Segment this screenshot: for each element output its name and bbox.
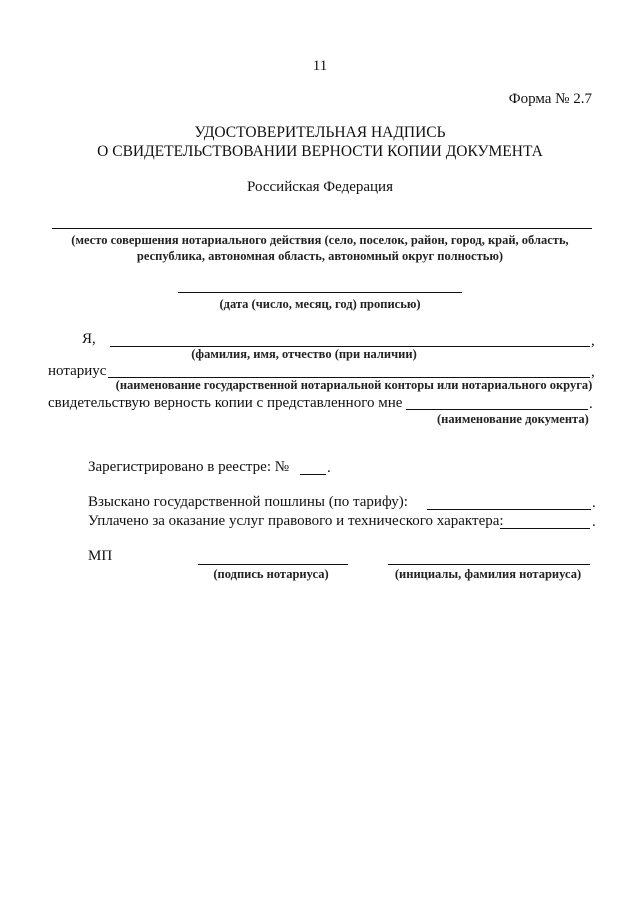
name-caption: (инициалы, фамилия нотариуса) xyxy=(394,567,582,581)
paid-label: Уплачено за оказание услуг правового и технического характера: xyxy=(88,513,504,529)
paid-line xyxy=(500,528,590,529)
place-caption-1: (место совершения нотариального действия (село, поселок, район, город, край, область, xyxy=(71,233,569,247)
country: Российская Федерация xyxy=(247,179,393,195)
doc-line xyxy=(406,409,588,410)
page-number: 11 xyxy=(312,58,328,74)
signature-line xyxy=(198,564,348,565)
certify-text: свидетельствую верность копии с представленного мне xyxy=(48,395,403,411)
name-line xyxy=(388,564,590,565)
i-label: Я, xyxy=(82,331,96,347)
duty-label: Взыскано государственной пошлины (по тарифу): xyxy=(88,494,408,510)
title-line-1: УДОСТОВЕРИТЕЛЬНАЯ НАДПИСЬ xyxy=(194,124,446,141)
fio-caption: (фамилия, имя, отчество (при наличии) xyxy=(191,347,417,361)
place-line xyxy=(52,228,592,229)
period: . xyxy=(327,460,331,476)
title-line-2: О СВИДЕТЕЛЬСТВОВАНИИ ВЕРНОСТИ КОПИИ ДОКУМЕНТА xyxy=(97,143,543,160)
comma: , xyxy=(591,364,595,380)
registry-number-line xyxy=(300,474,326,475)
period: . xyxy=(589,396,593,412)
notary-label: нотариус xyxy=(48,363,107,379)
doc-caption: (наименование документа) xyxy=(437,412,589,426)
comma: , xyxy=(591,333,595,349)
signature-caption: (подпись нотариуса) xyxy=(213,567,329,581)
period: . xyxy=(592,514,596,530)
date-line xyxy=(178,292,462,293)
stamp-label: МП xyxy=(88,548,113,564)
registered-label: Зарегистрировано в реестре: № xyxy=(88,459,290,475)
place-caption-2: республика, автономная область, автономный округ полностью) xyxy=(136,249,504,263)
form-label: Форма № 2.7 xyxy=(508,91,592,107)
period: . xyxy=(592,495,596,511)
office-caption: (наименование государственной нотариальной конторы или нотариального округа) xyxy=(115,378,593,392)
duty-line xyxy=(427,509,591,510)
date-caption: (дата (число, месяц, год) прописью) xyxy=(219,297,421,311)
